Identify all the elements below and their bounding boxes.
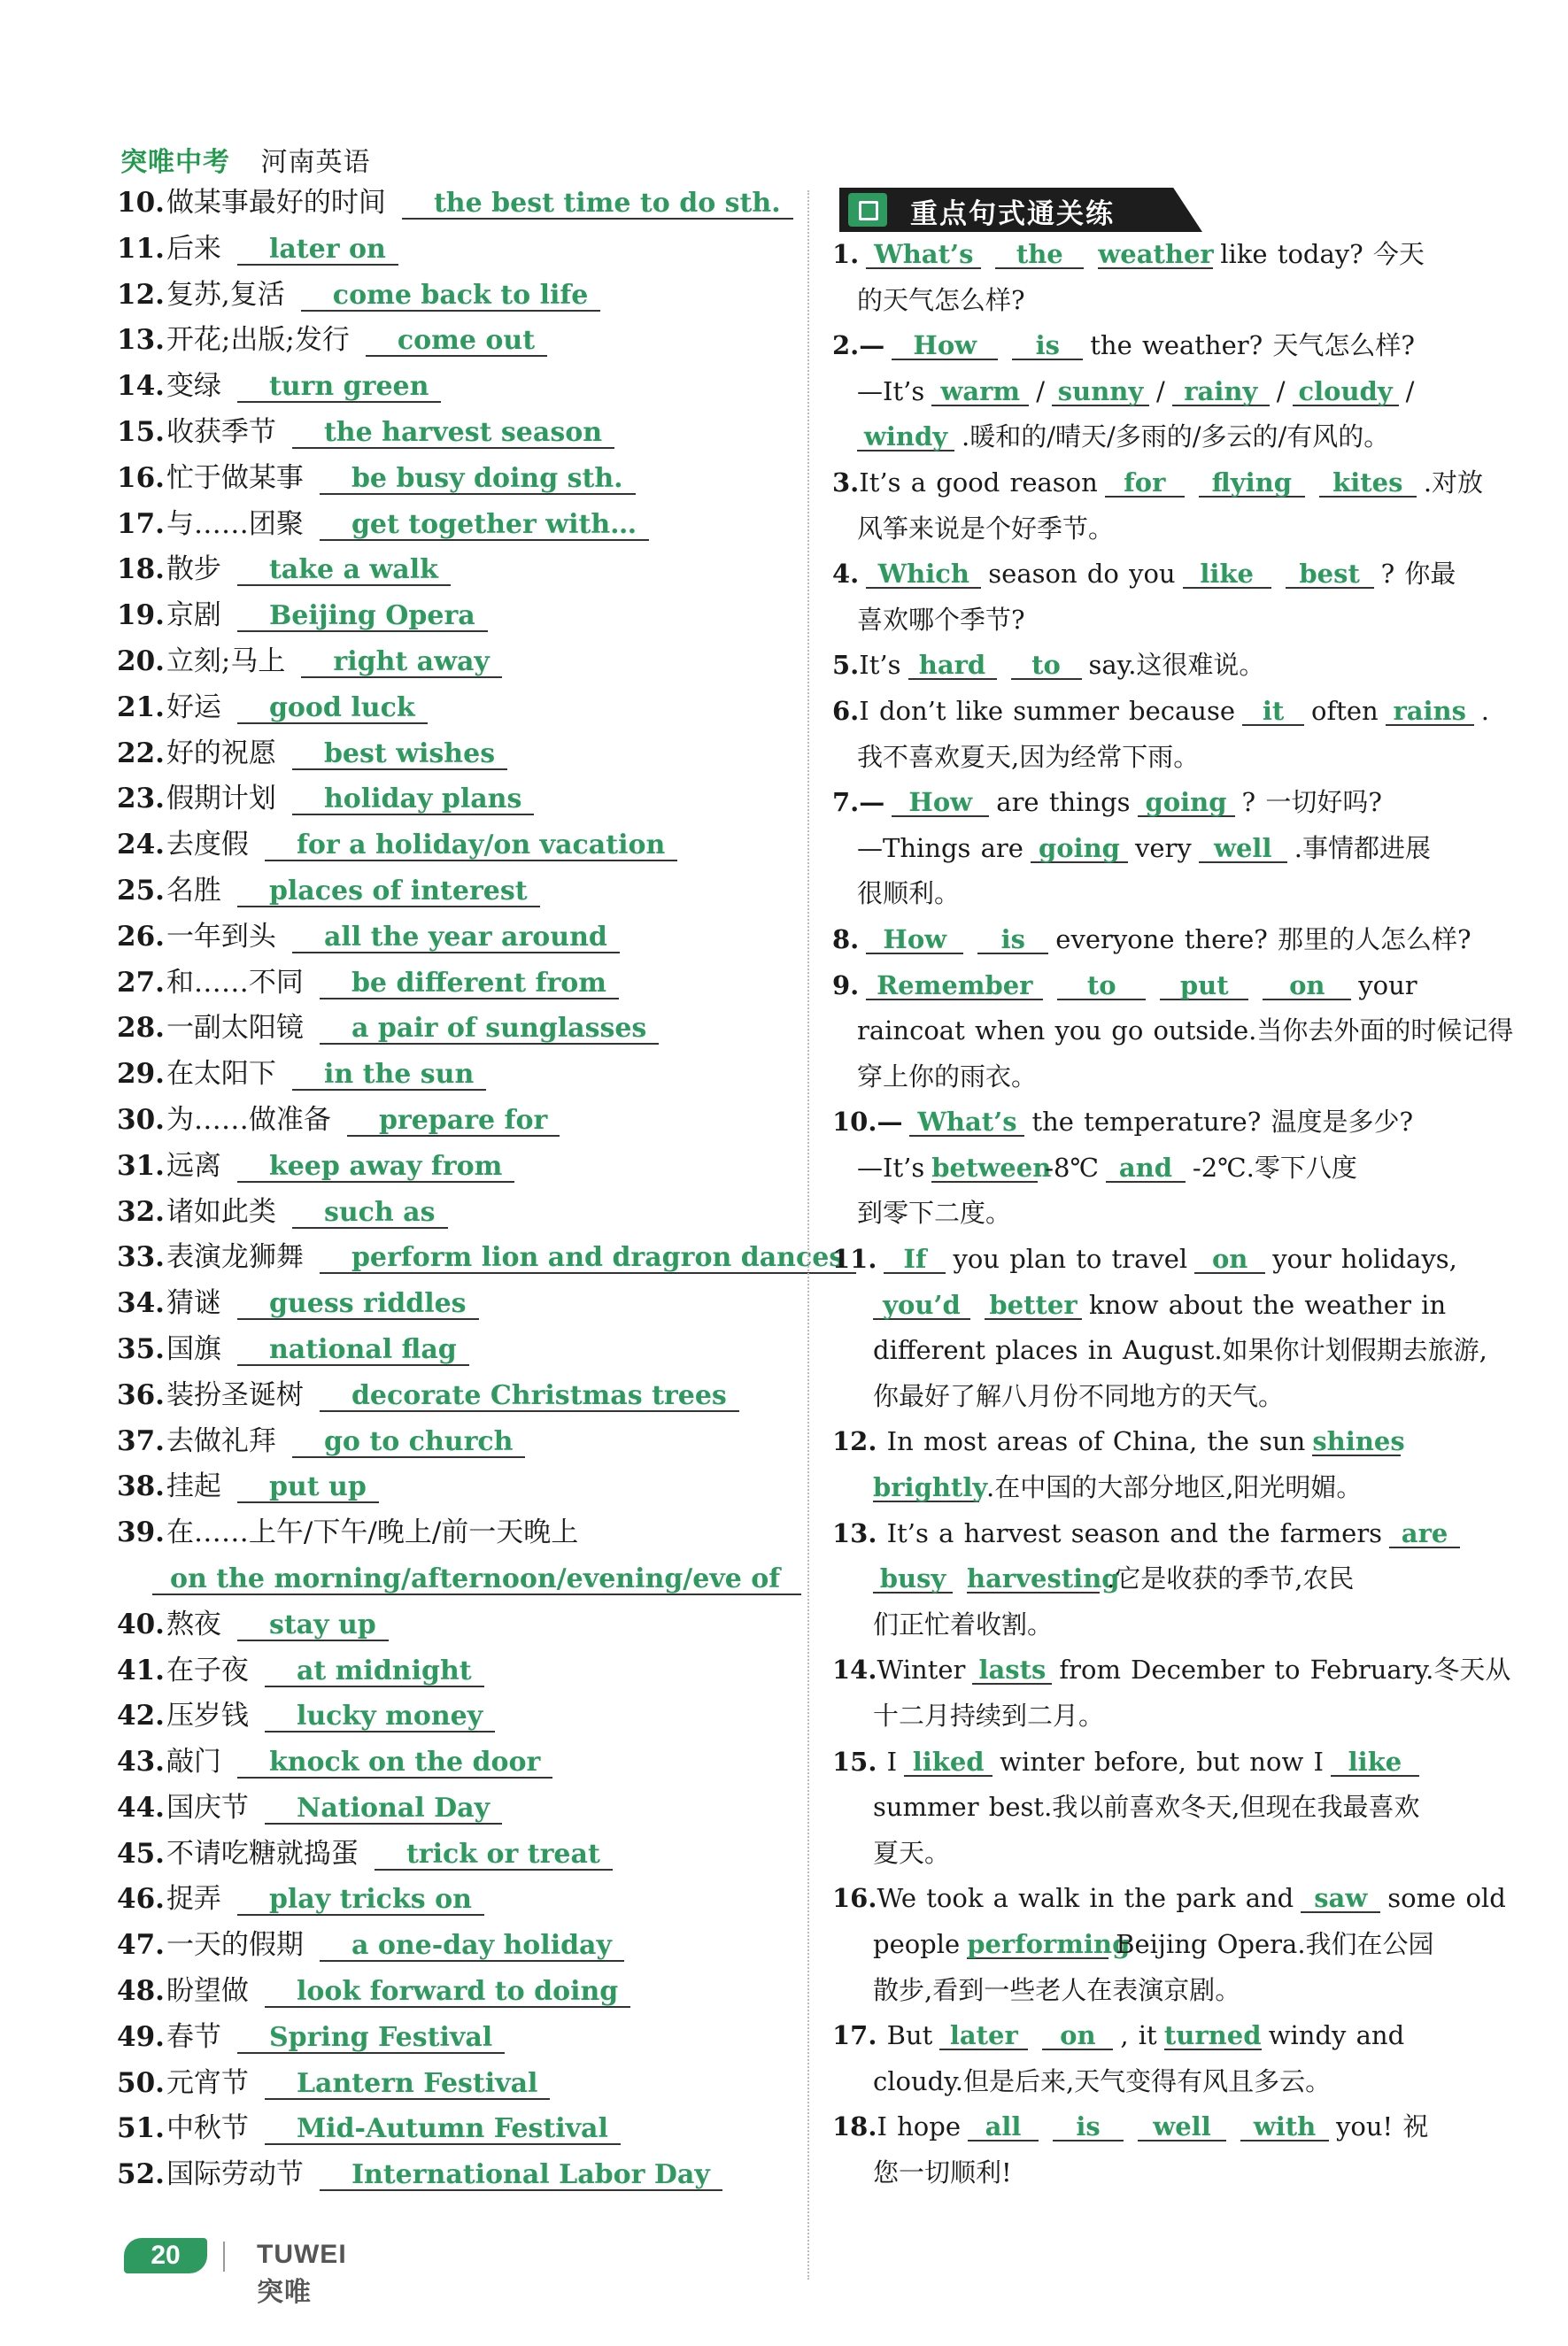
answer-blank: What’s [866,241,981,269]
phrase-item: 25.名胜 places of interest [117,868,790,914]
answer-blank: turn green [237,373,442,403]
pencil-icon [848,193,887,227]
phrase-item: 50.元宵节 Lantern Festival [117,2061,790,2107]
answer-blank: places of interest [237,877,540,907]
answer-blank: good luck [237,694,428,724]
answer-blank: national flag [237,1336,469,1366]
answer-blank: weather [1098,239,1214,269]
sentence-10: 10.— What’s the temperature? 温度是多少? [832,1107,1414,1138]
phrase-item: 17.与……团聚 get together with… [117,502,790,548]
phrase-item: 23.假期计划 holiday plans [117,776,790,822]
column-divider [807,190,809,2280]
answer-blank: is [1012,332,1083,360]
phrase-item: 27.和……不同 be different from [117,961,790,1007]
sentence-exercises: 重点句式通关练 1. What’s the weather like today? 今天 的天气怎么样? 2.— How is the weather? 天气怎么样? —It’s warm / sunny / rainy / cloudy / windy .暖和的/晴天/多雨的/多云的/有风的。 3.It’s a good reason for flying kites .对放 风筝来说是个好季节。 4. Which season do you like best ? 你最 喜欢哪个季节? 5.It’s hard to say.这很难说。 6.I don’t like summer because it often rains . 我不喜欢夏天,因为经常下雨。 7.— How are things going ? 一切好吗? —Things are going very well .事情都进展 很顺利。 8. How is everyone there? 那里的人怎么样? 9. Remember to put on your raincoat when you go outside.当你去外面的时候记得 穿上你的雨衣。 10.— What’s the temperature? 温度是多少? —It’s between-8℃ and -2℃.零下八度 到零下二度。 11. If you plan to travel on your holidays, you’d better know about the weather in different places in August.如果你计划假期去旅游, 你最好了解八月份不同地方的天气。 12. In most areas of China, the sun shines brightly.在中国的大部分地区,阳光明媚。 13. It’s a harvest season and the farmers are busy harvesting.它是收获的季节,农民 们正忙着收割。 14.Winter lasts from December to February.冬天从 十二月持续到二月。 15. I liked winter before, but now I like summer best.我以前喜欢冬天,但现在我最喜欢 夏天。 16.We took a walk in the park and saw some old people performingBeijing Opera.我们在公园 散步,看到一些老人在表演京剧。 17. But later on , it turned windy and cloudy.但是后来,天气变得有风且多云。 18.I hope all is well with you! 祝 您一切顺利! [832,181,1505,2196]
phrase-item: 28.一副太阳镜 a pair of sunglasses [117,1006,790,1052]
answer-blank: on the morning/afternoon/evening/eve of [152,1565,801,1595]
phrase-item: 33.表演龙狮舞 perform lion and dragron dances [117,1235,790,1281]
sentence-17: 17. But later on , it turned windy and [832,2020,1405,2051]
answer-blank: holiday plans [292,785,534,815]
answer-blank: Lantern Festival [265,2070,551,2100]
answer-blank: a pair of sunglasses [320,1015,659,1045]
answer-blank: Spring Festival [237,2024,505,2054]
phrase-item: 39.在……上午/下午/晚上/前一天晚上 [117,1516,579,1549]
header-subject: 河南英语 [260,147,371,178]
phrase-item: 12.复苏,复活 come back to life [117,273,790,319]
answer-blank: get together with… [320,511,649,541]
phrase-item: 29.在太阳下 in the sun [117,1052,790,1098]
page-header [120,140,371,179]
phrase-item: 30.为……做准备 prepare for [117,1098,790,1144]
sentence-12: 12. In most areas of China, the sun shines [832,1426,1405,1457]
answer-blank: play tricks on [237,1886,484,1916]
phrase-item: 45.不请吃糖就捣蛋 trick or treat [117,1832,790,1878]
answer-blank: Mid-Autumn Festival [265,2115,621,2145]
phrase-item: 20.立刻;马上 right away [117,639,790,685]
sentence-8: 8. How is everyone there? 那里的人怎么样? [832,923,1471,954]
phrase-item: 13.开花;出版;发行 come out [117,318,790,364]
phrase-item: 31.远离 keep away from [117,1144,790,1190]
answer-blank: in the sun [292,1061,486,1091]
section-title: 重点句式通关练 [910,198,1115,230]
answer-blank: guess riddles [237,1290,479,1320]
answer-blank: look forward to doing [265,1978,630,2008]
answer-blank: National Day [265,1794,502,1825]
sentence-9: 9. Remember to put on your [832,969,1417,1000]
sentence-18: 18.I hope all is well with you! 祝 [832,2111,1429,2142]
phrase-item: 21.好运 good luck [117,685,790,731]
answer-blank: perform lion and dragron dances [320,1244,856,1274]
phrase-item: 32.诸如此类 such as [117,1190,790,1236]
answer-blank: come out [366,327,547,357]
answer-blank: the harvest season [292,419,614,449]
answer-blank: knock on the door [237,1748,552,1779]
phrase-item: 43.敲门 knock on the door [117,1740,790,1786]
sentence-15: 15. I liked winter before, but now I like [832,1740,1505,1786]
answer-blank: such as [292,1199,448,1229]
answer-blank: the best time to do sth. [402,189,793,220]
phrase-item: 19.京剧 Beijing Opera [117,593,790,639]
header-brand: 突唯中考 [120,147,230,178]
sentence-7: 7.— How are things going ? 一切好吗? [832,787,1382,818]
phrase-item: 11.后来 later on [117,227,790,273]
answer-blank: at midnight [265,1657,484,1687]
phrase-list [117,181,845,2198]
answer-blank: trick or treat [375,1841,613,1871]
phrase-item: 49.春节 Spring Festival [117,2015,790,2061]
answer-blank: best wishes [292,740,507,770]
answer-blank: be different from [320,969,619,999]
phrase-item: 46.捉弄 play tricks on [117,1877,790,1923]
sentence-6: 6.I don’t like summer because it often rains . [832,695,1489,726]
phrase-item: 38.挂起 put up [117,1464,790,1510]
phrase-item: 42.压岁钱 lucky money [117,1694,790,1740]
sentence-2: 2.— How is the weather? 天气怎么样? [832,330,1415,361]
phrase-item: 51.中秋节 Mid-Autumn Festival [117,2106,790,2152]
phrase-item: 52.国际劳动节 International Labor Day [117,2152,790,2198]
answer-blank: lucky money [265,1702,495,1732]
sentence-14: 14.Winter lasts from December to February.冬天从 [832,1655,1511,1686]
phrase-item: 36.装扮圣诞树 decorate Christmas trees [117,1373,790,1419]
answer-blank: go to church [292,1428,526,1458]
answer-blank: right away [301,648,501,678]
phrase-item: 22.好的祝愿 best wishes [117,731,790,777]
phrase-item: 16.忙于做某事 be busy doing sth. [117,456,790,502]
page-number: 20 [124,2238,207,2273]
phrase-item: 34.猜谜 guess riddles [117,1281,790,1327]
answer-blank: decorate Christmas trees [320,1382,739,1412]
answer-blank: come back to life [301,282,601,312]
answer-blank: prepare for [347,1107,560,1137]
section-banner [839,181,1505,232]
sentence-3: 3.It’s a good reason for flying kites .对放 [832,467,1484,498]
phrase-item: 26.一年到头 all the year around [117,914,790,961]
phrase-item: 47.一天的假期 a one-day holiday [117,1923,790,1969]
phrase-item: 44.国庆节 National Day [117,1786,790,1832]
phrase-item: 10.做某事最好的时间 the best time to do sth. [117,181,790,227]
phrase-item: 15.收获季节 the harvest season [117,410,790,456]
answer-blank: Beijing Opera [237,602,488,632]
footer-brand: TUWEI突唯 [257,2240,347,2307]
sentence-11: 11. If you plan to travel on your holidays, [832,1244,1457,1275]
sentence-1: 1. What’s the weather like today? 今天 [832,239,1425,269]
answer-blank: for a holiday/on vacation [265,831,677,861]
phrase-item: 18.散步 take a walk [117,547,790,593]
answer-blank: take a walk [237,556,451,586]
sentence-4: 4. Which season do you like best ? 你最 [832,559,1456,590]
answer-blank: later on [237,235,398,266]
sentence-5: 5.It’s hard to say.这很难说。 [832,650,1265,681]
answer-blank: be busy doing sth. [320,465,636,495]
answer-blank: International Labor Day [320,2161,722,2191]
phrase-item: 48.盼望做 look forward to doing [117,1969,790,2015]
answer-blank: all the year around [292,923,620,953]
phrase-item: 37.去做礼拜 go to church [117,1419,790,1465]
sentence-16: 16.We took a walk in the park and saw some old [832,1883,1506,1914]
answer-blank: How [892,332,998,360]
phrase-item: 24.去度假 for a holiday/on vacation [117,822,790,868]
answer-blank: a one-day holiday [320,1932,624,1962]
answer-blank: stay up [237,1611,389,1641]
answer-blank: the [995,241,1084,269]
sentence-13: 13. It’s a harvest season and the farmers are [832,1511,1505,1557]
phrase-item: 41.在子夜 at midnight [117,1648,790,1694]
phrase-item: 35.国旗 national flag [117,1327,790,1373]
answer-blank: put up [237,1473,379,1503]
phrase-item: 14.变绿 turn green [117,364,790,410]
answer-blank: keep away from [237,1153,514,1183]
phrase-item: 40.熬夜 stay up [117,1602,790,1648]
